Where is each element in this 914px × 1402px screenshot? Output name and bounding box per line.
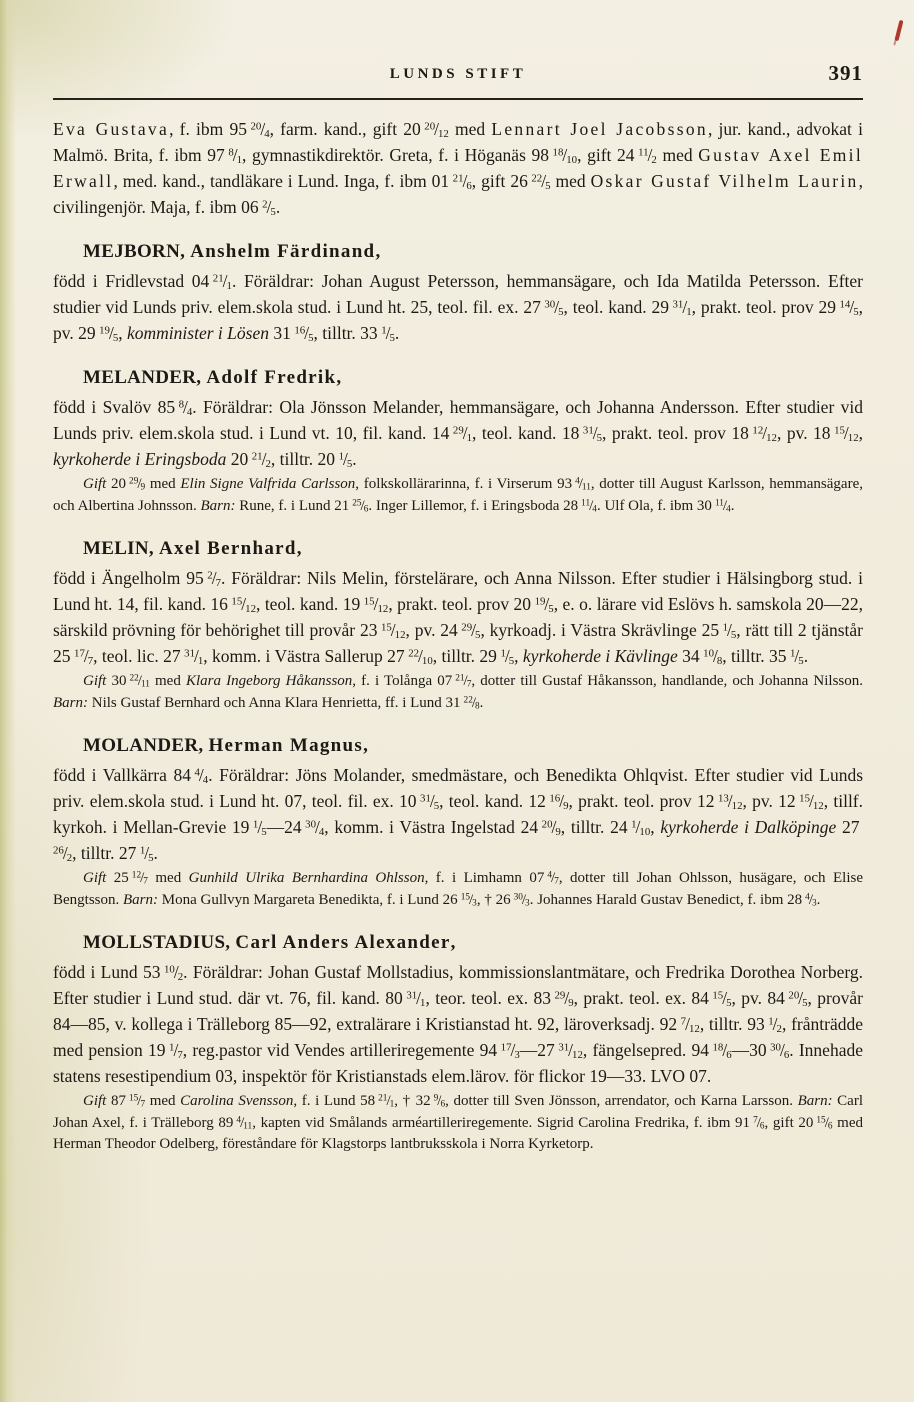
page-header <box>53 61 863 92</box>
entry-family-melin: Gift 30 $^{22}/_{11}$ med Klara Ingeborg Håkansson, f. i Tolånga 07 $^{21}/_7$, dotter till Gustaf Håkansson, handlande, och Johanna Nilsson. Barn: Nils Gustaf Bernhard och Anna Klara Henrietta, ff. i Lund 31 $^{22}/_8$. <box>53 673 864 712</box>
page-binding-edge <box>0 0 16 1402</box>
entry-family-melander: Gift 20 $^{29}/_9$ med Elin Signe Valfrida Carlsson, folkskollärarinna, f. i Virserum 93 $^4/_{11}$, dotter till August Karlsson, hemmansägare, och Albertina Johnsson. Barn: Rune, f. i Lund 21 $^{25}/_6$. Inger Lillemor, f. i Eringsboda 28 $^{11}/_4$. Ulf Ola, f. ibm 30 $^{11}/_4$. <box>53 476 863 515</box>
continuation-paragraph: Eva Gustava, f. ibm 95 $^{20}/_4$, farm. kand., gift 20 $^{20}/_{12}$ med Lennart Joel Jacobsson, jur. kand., advokat i Malmö. Brita, f. ibm 97 $^8/_1$, gymnastikdirektör. Greta, f. i Höganäs 98 $^{18}/_{10}$, gift 24 $^{11}/_2$ med Gustav Axel Emil Erwall, med. kand., tandläkare i Lund. Inga, f. ibm 01 $^{21}/_6$, gift 26 $^{22}/_5$ med Oskar Gustaf Vilhelm Laurin, civilingenjör. Maja, f. ibm 06 $^2/_5$. <box>53 119 863 218</box>
entry-heading-melin: MELIN, Axel Bernhard, <box>83 538 302 559</box>
header-rule <box>53 98 863 100</box>
page-content <box>53 61 864 1156</box>
running-title: LUNDS STIFT <box>389 66 527 82</box>
entry-body-melander: född i Svalöv 85 $^8/_4$. Föräldrar: Ola Jönsson Melander, hemmansägare, och Johanna Andersson. Efter studier vid Lunds priv. elem.skola stud. i Lund vt. 10, fil. kand. 14 $^{29}/_1$, teol. kand. 18 $^{31}/_5$, prakt. teol. prov 18 $^{12}/_{12}$, pv. 18 $^{15}/_{12}$, kyrkoherde i Eringsboda 20 $^{21}/_2$, tilltr. 20 $^1/_5$. <box>53 397 863 470</box>
entry-body-mejborn: född i Fridlevstad 04 $^{21}/_1$. Föräldrar: Johan August Petersson, hemmansägare, och Ida Matilda Petersson. Efter studier vid Lunds priv. elem.skola stud. i Lund ht. 25, teol. fil. ex. 27 $^{30}/_5$, teol. kand. 29 $^{31}/_1$, prakt. teol. prov 29 $^{14}/_5$, pv. 29 $^{19}/_5$, komminister i Lösen 31 $^{16}/_5$, tilltr. 33 $^1/_5$. <box>53 271 863 344</box>
entry-heading-melander: MELANDER, Adolf Fredrik, <box>83 367 342 388</box>
entry-family-mollstadius: Gift 87 $^{15}/_7$ med Carolina Svensson, f. i Lund 58 $^{21}/_1$, † 32 $^9/_6$, dotter till Sven Jönsson, arrendator, och Karna Larsson. Barn: Carl Johan Axel, f. i Trälleborg 89 $^4/_{11}$, kapten vid Smålands arméartilleriregemente. Sigrid Carolina Fredrika, f. ibm 91 $^7/_6$, gift 20 $^{15}/_6$ med Herman Theodor Odelberg, föreståndare för Klagstorps lantbruksskola i Norra Kyrketorp. <box>53 1093 863 1152</box>
red-pen-mark <box>895 20 904 41</box>
entry-body-molander: född i Vallkärra 84 $^4/_4$. Föräldrar: Jöns Molander, smedmästare, och Benedikta Ohlqvist. Efter studier vid Lunds priv. elem.skola stud. i Lund ht. 07, teol. fil. ex. 10 $^{31}/_5$, teol. kand. 12 $^{16}/_9$, prakt. teol. prov 12 $^{13}/_{12}$, pv. 12 $^{15}/_{12}$, tillf. kyrkoh. i Mellan-Grevie 19 $^1/_5—24$ $^{30}/_4$, komm. i Västra Ingelstad 24 $^{20}/_9$, tilltr. 24 $^1/_{10}$, kyrkoherde i Dalköpinge 27 $^{26}/_2$, tilltr. 27 $^1/_5$. <box>53 765 864 864</box>
entry-body-melin: född i Ängelholm 95 $^2/_7$. Föräldrar: Nils Melin, förstelärare, och Anna Nilsson. Efter studier i Hälsingborg stud. i Lund ht. 14, fil. kand. 16 $^{15}/_{12}$, teol. kand. 19 $^{15}/_{12}$, prakt. teol. prov 20 $^{19}/_5$, e. o. lärare vid Eslövs h. samskola 20—22, särskild prövning för behörighet till provår 23 $^{15}/_{12}$, pv. 24 $^{29}/_5$, kyrkoadj. i Västra Skrävlinge 25 $^1/_5$, rätt till 2 tjänstår 25 $^{17}/_7$, teol. lic. 27 $^{31}/_1$, komm. i Västra Sallerup 27 $^{22}/_{10}$, tilltr. 29 $^1/_5$, kyrkoherde i Kävlinge 34 $^{10}/_8$, tilltr. 35 $^1/_5$. <box>53 568 864 667</box>
entry-body-mollstadius: född i Lund 53 $^{10}/_2$. Föräldrar: Johan Gustaf Mollstadius, kommissionslantmätare, och Fredrika Dorothea Norberg. Efter studier i Lund stud. där vt. 76, fil. kand. 80 $^{31}/_1$, teor. teol. ex. 83 $^{29}/_9$, prakt. teol. ex. 84 $^{15}/_5$, pv. 84 $^{20}/_5$, provår 84—85, v. kollega i Trälleborg 85—92, extralärare i Kristianstad ht. 92, läroverksadj. 92 $^7/_{12}$, tilltr. 93 $^1/_2$, frånträdde med pension 19 $^1/_7$, reg.pastor vid Vendes artilleriregemente 94 $^{17}/_3—27$ $^{31}/_{12}$, fängelsepred. 94 $^{18}/_6—30$ $^{30}/_6$. Innehade statens resestipendium 03, inspektör för Kristianstads elem.lärov. för flickor 19—33. LVO 07. <box>53 962 863 1086</box>
entry-family-molander: Gift 25 $^{12}/_7$ med Gunhild Ulrika Bernhardina Ohlsson, f. i Limhamn 07 $^4/_7$, dotter till Johan Ohlsson, husägare, och Elise Bengtsson. Barn: Mona Gullvyn Margareta Benedikta, f. i Lund 26 $^{15}/_3$, † 26 $^{30}/_3$. Johannes Harald Gustav Benedict, f. ibm 28 $^4/_3$. <box>53 870 863 909</box>
entry-heading-molander: MOLANDER, Herman Magnus, <box>83 735 369 756</box>
page-number: 391 <box>828 61 863 85</box>
entry-heading-mejborn: MEJBORN, Anshelm Färdinand, <box>83 241 381 262</box>
entry-heading-mollstadius: MOLLSTADIUS, Carl Anders Alexander, <box>83 932 456 953</box>
